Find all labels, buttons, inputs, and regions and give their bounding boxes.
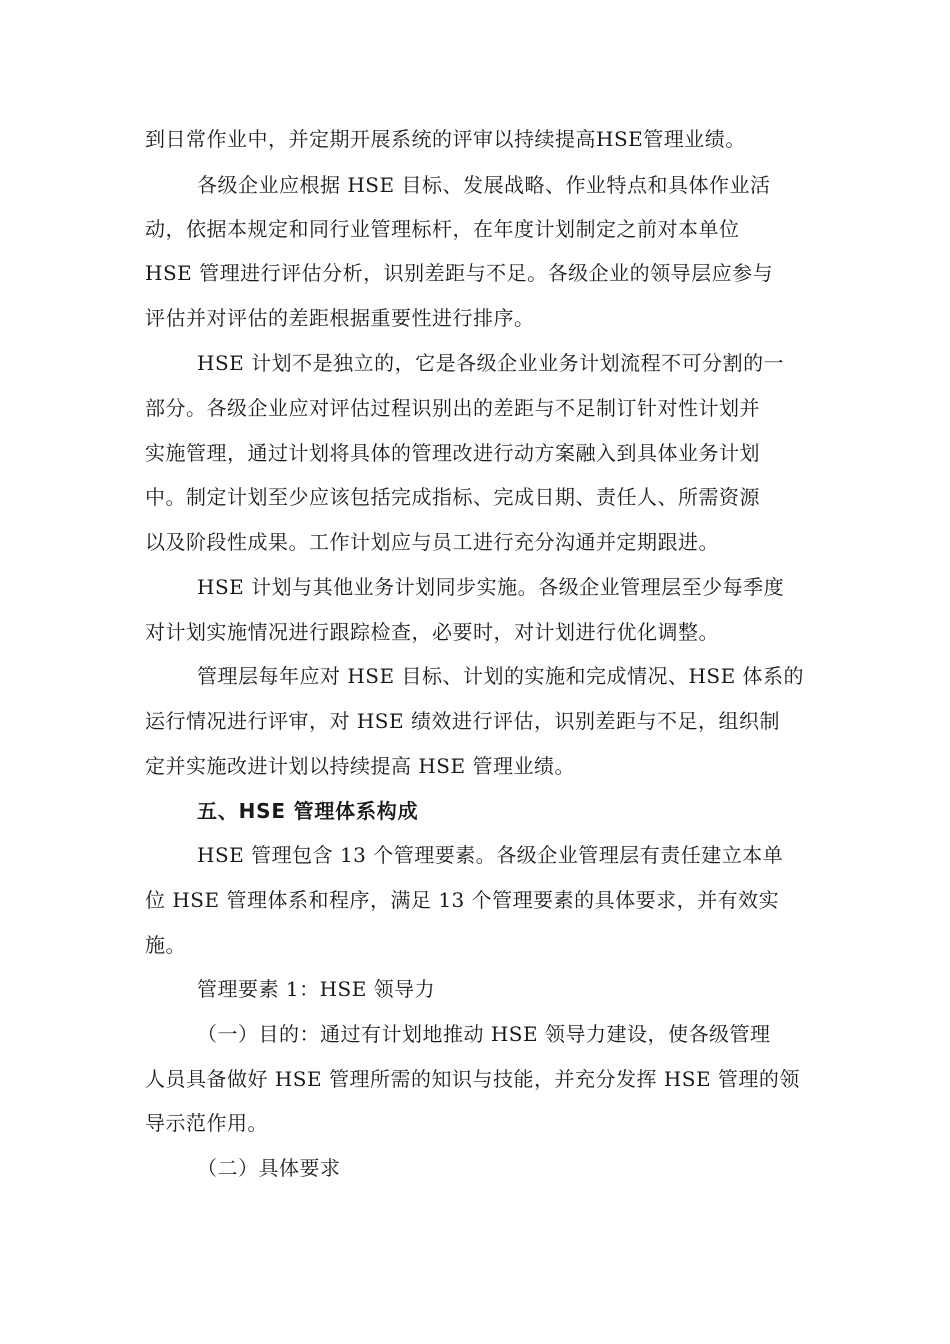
text-line: 施。 (145, 933, 186, 957)
text-line: 实施管理，通过计划将具体的管理改进行动方案融入到具体业务计划 (145, 441, 760, 465)
section-heading: 五、HSE 管理体系构成 (197, 799, 419, 823)
paragraph-first-line: 各级企业应根据 HSE 目标、发展战略、作业特点和具体作业活 (197, 173, 771, 197)
text-line: 部分。各级企业应对评估过程识别出的差距与不足制订针对性计划并 (145, 396, 760, 420)
text-line: 中。制定计划至少应该包括完成指标、完成日期、责任人、所需资源 (145, 485, 760, 509)
text-line: 运行情况进行评审，对 HSE 绩效进行评估，识别差距与不足，组织制 (145, 709, 780, 733)
text-line: HSE 管理进行评估分析，识别差距与不足。各级企业的领导层应参与 (145, 261, 774, 285)
paragraph-first-line: HSE 管理包含 13 个管理要素。各级企业管理层有责任建立本单 (197, 843, 784, 867)
text-line: 定并实施改进计划以持续提高 HSE 管理业绩。 (145, 754, 575, 778)
text-line: 人员具备做好 HSE 管理所需的知识与技能，并充分发挥 HSE 管理的领 (145, 1067, 800, 1091)
text-line: 以及阶段性成果。工作计划应与员工进行充分沟通并定期跟进。 (145, 530, 719, 554)
subsection-title: （二）具体要求 (197, 1156, 341, 1180)
text-line: 到日常作业中，并定期开展系统的评审以持续提高HSE管理业绩。 (145, 127, 746, 151)
text-line: 动，依据本规定和同行业管理标杆，在年度计划制定之前对本单位 (145, 217, 740, 241)
element-title: 管理要素 1：HSE 领导力 (197, 977, 436, 1001)
paragraph-first-line: （一）目的：通过有计划地推动 HSE 领导力建设，使各级管理 (197, 1022, 771, 1046)
paragraph-first-line: HSE 计划不是独立的，它是各级企业业务计划流程不可分割的一 (197, 351, 785, 375)
text-line: 位 HSE 管理体系和程序，满足 13 个管理要素的具体要求，并有效实 (145, 888, 780, 912)
paragraph-first-line: 管理层每年应对 HSE 目标、计划的实施和完成情况、HSE 体系的 (197, 664, 805, 688)
paragraph-first-line: HSE 计划与其他业务计划同步实施。各级企业管理层至少每季度 (197, 575, 785, 599)
text-line: 评估并对评估的差距根据重要性进行排序。 (145, 306, 535, 330)
text-line: 导示范作用。 (145, 1111, 268, 1135)
text-line: 对计划实施情况进行跟踪检查，必要时，对计划进行优化调整。 (145, 620, 719, 644)
